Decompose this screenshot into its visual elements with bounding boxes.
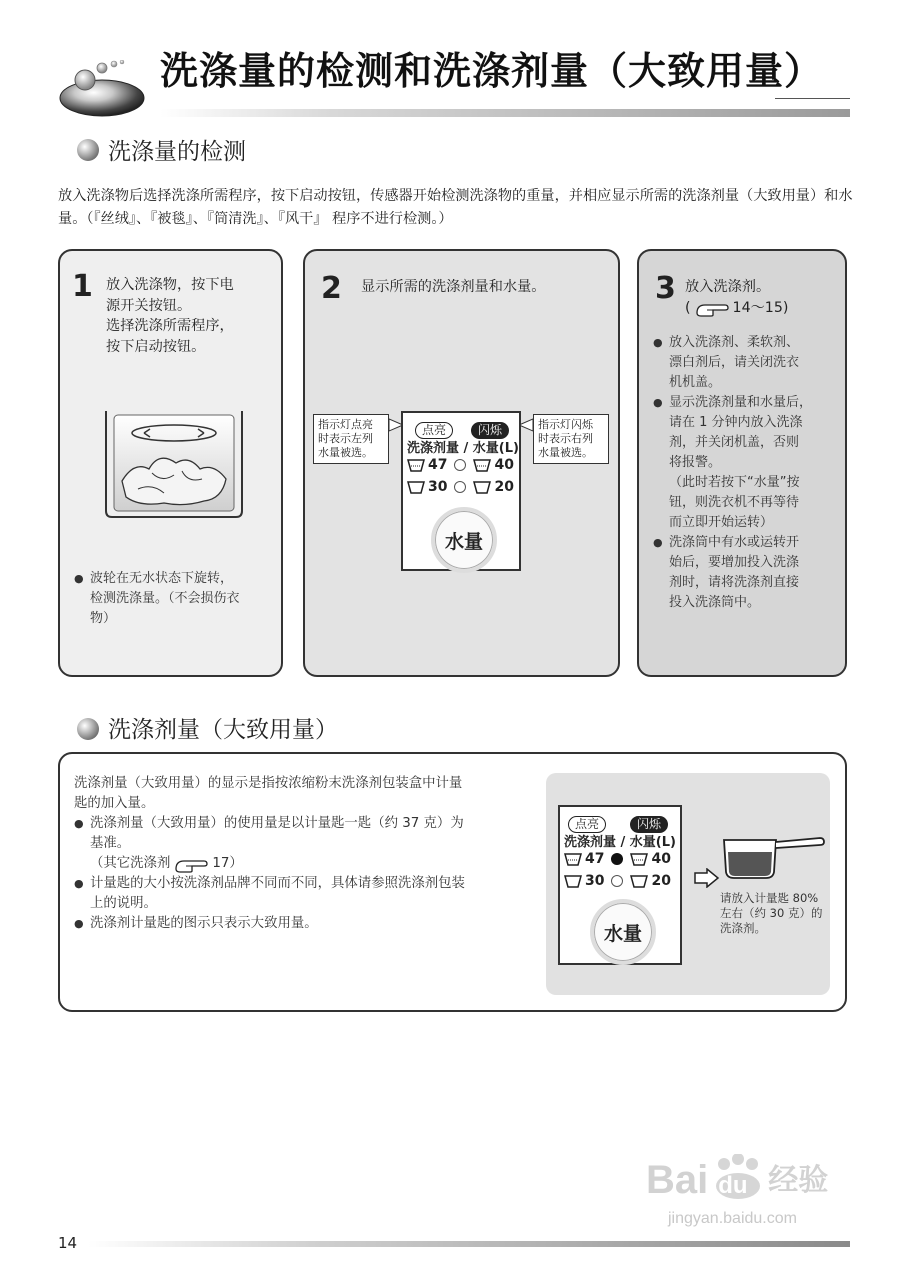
footer-rule: [88, 1241, 850, 1247]
step3-number: 3: [655, 271, 676, 306]
indicator-lamp-off: [454, 481, 466, 493]
ref-pages: 14～15): [732, 300, 789, 316]
det-line: 匙的加入量。: [74, 796, 155, 811]
lit-indicator-label: 点亮: [568, 816, 606, 833]
note-line: 始后，要增加投入洗涤: [669, 555, 800, 570]
step1-line: 按下启动按钮。: [106, 338, 206, 355]
measuring-spoon-icon: [720, 832, 826, 884]
scoop-icon: [473, 480, 491, 494]
lit-indicator-label: 点亮: [415, 422, 453, 439]
title-rule: [160, 109, 850, 117]
det-line: 基准。: [90, 836, 131, 851]
step3-bullet-2: [653, 393, 843, 533]
scoop-icon: [407, 480, 425, 494]
pointing-hand-icon: [174, 855, 208, 873]
display-row-2-values: [407, 479, 514, 495]
callout-line: 水量被选。: [318, 446, 373, 459]
watermark-du: du: [718, 1172, 748, 1199]
scoop-icon: [630, 874, 648, 888]
step3-bullet-3: [653, 533, 843, 613]
row2-left-value: 30: [428, 479, 448, 495]
paw-icon: [710, 1154, 766, 1200]
watermark-brand: Bai: [646, 1158, 709, 1202]
step1-line: 放入洗涤物，按下电: [106, 277, 234, 293]
callout-lit: [313, 414, 389, 464]
row1-right-value: 40: [651, 851, 671, 867]
callout-line: 指示灯闪烁: [538, 418, 593, 431]
title-underline: [775, 98, 850, 99]
step1-note-bullet: [74, 569, 274, 629]
spoon-note-line: 洗涤剂。: [720, 921, 766, 935]
note-line: 钮，则洗衣机不再等待: [669, 495, 800, 510]
note-line: 机机盖。: [669, 375, 722, 390]
spoon-note-line: 左右（约 30 克）的: [720, 906, 823, 920]
arrow-right-icon: [694, 868, 720, 888]
page-title: 洗涤量的检测和洗涤剂量（大致用量）: [160, 49, 824, 93]
display-row-2-values: [564, 873, 671, 889]
control-display-panel: [401, 411, 521, 571]
callout-line: 时表示左列: [318, 432, 373, 445]
scoop-icon: [564, 852, 582, 866]
note-line: ● 显示洗涤剂量和水量后，: [669, 395, 813, 410]
water-level-button[interactable]: 水量: [590, 899, 656, 965]
row2-right-value: 20: [494, 479, 514, 495]
blink-indicator-label: 闪烁: [630, 816, 668, 833]
note-line: 而立即开始运转）: [669, 515, 774, 530]
display-row-1-values: [407, 457, 514, 473]
water-level-button[interactable]: 水量: [431, 507, 497, 573]
display-label: 洗涤剂量 / 水量(L): [407, 441, 519, 456]
section-heading-detection: 洗涤量的检测: [108, 139, 246, 165]
indicator-lamp-on: [611, 853, 623, 865]
det-bullet-1: [74, 814, 534, 874]
step1-text: [106, 275, 276, 357]
step2-text: 显示所需的洗涤剂量和水量。: [361, 279, 546, 295]
scoop-icon: [630, 852, 648, 866]
note-line: 投入洗涤筒中。: [669, 595, 761, 610]
section-bullet-icon: [77, 718, 99, 740]
spoon-note: [720, 891, 830, 936]
note-line: 将报警。: [669, 455, 722, 470]
step3-bullet-1: [653, 333, 843, 393]
callout-line: 水量被选。: [538, 446, 593, 459]
det-line: 洗涤剂量（大致用量）的显示是指按浓缩粉末洗涤剂包装盒中计量: [74, 776, 463, 791]
scoop-icon: [407, 458, 425, 472]
section-heading-detergent: 洗涤剂量（大致用量）: [108, 717, 338, 743]
step2-panel: [303, 249, 620, 677]
baidu-watermark: [646, 1154, 828, 1200]
step3-title: 放入洗涤剂。: [685, 279, 771, 295]
section-bullet-icon: [77, 139, 99, 161]
row2-left-value: 30: [585, 873, 605, 889]
det-line: ● 洗涤剂量（大致用量）的使用量是以计量匙一匙（约 37 克）为: [90, 816, 464, 831]
callout-blink: [533, 414, 609, 464]
scoop-icon: [473, 458, 491, 472]
display-label: 洗涤剂量 / 水量(L): [564, 835, 676, 850]
row2-right-value: 20: [651, 873, 671, 889]
step1-number: 1: [72, 269, 93, 304]
other-detergent-ref: [90, 854, 534, 874]
det-bullet-3: [74, 914, 534, 934]
step3-notes: [653, 333, 843, 613]
blink-indicator-label: 闪烁: [471, 422, 509, 439]
step3-ref: [685, 298, 788, 319]
indicator-lamp-off: [454, 459, 466, 471]
note-line: ● 波轮在无水状态下旋转，: [90, 571, 234, 586]
step1-panel: [58, 249, 283, 677]
scoop-icon: [564, 874, 582, 888]
control-display-panel-2: [558, 805, 682, 965]
note-line: ● 洗涤筒中有水或运转开: [669, 535, 800, 550]
step1-note: [74, 569, 274, 629]
note-line: 检测洗涤量。（不会损伤衣: [90, 591, 240, 606]
indicator-lamp-off: [611, 875, 623, 887]
row1-right-value: 40: [494, 457, 514, 473]
note-line: 物）: [90, 611, 117, 626]
ref-paren: (: [685, 300, 691, 316]
detergent-text: [74, 774, 534, 934]
section-intro: 放入洗涤物后选择洗涤所需程序，按下启动按钮，传感器开始检测洗涤物的重量，并相应显示所需的洗涤剂量（大致用量）和水量。（『丝绒』、『被毯』、『筒清洗』、『风干』 程序不进行检测。）: [58, 188, 853, 227]
det-line: 上的说明。: [90, 896, 157, 911]
note-line: 剂，并关闭机盖，否则: [669, 435, 800, 450]
page-number: 14: [58, 1234, 78, 1252]
header-logo-icon: [58, 60, 150, 116]
display-row-1-values: [564, 851, 671, 867]
note-line: 请在 1 分钟内放入洗涤: [669, 415, 803, 430]
pointing-hand-icon: [695, 299, 729, 317]
callout-line: 时表示右列: [538, 432, 593, 445]
row1-left-value: 47: [585, 851, 605, 867]
spoon-note-line: 请放入计量匙 80%: [720, 891, 819, 905]
step1-line: 源开关按钮。: [106, 297, 192, 314]
step1-line: 选择洗涤所需程序，: [106, 318, 234, 334]
det-line: 17）: [212, 856, 243, 871]
watermark-url: jingyan.baidu.com: [668, 1210, 797, 1227]
watermark-cn: 经验: [768, 1164, 829, 1197]
row1-left-value: 47: [428, 457, 448, 473]
det-line: ● 洗涤剂计量匙的图示只表示大致用量。: [90, 916, 318, 931]
note-line: 剂时，请将洗涤剂直接: [669, 575, 800, 590]
note-line: 漂白剂后，请关闭洗衣: [669, 355, 800, 370]
note-line: ● 放入洗涤剂、柔软剂、: [669, 335, 800, 350]
callout-line: 指示灯点亮: [318, 418, 373, 431]
det-line: ● 计量匙的大小按洗涤剂品牌不同而不同，具体请参照洗涤剂包装: [90, 876, 465, 891]
det-bullet-2: [74, 874, 534, 914]
det-line: （其它洗涤剂: [90, 856, 171, 871]
step3-panel: [637, 249, 847, 677]
washer-tub-illustration: [104, 411, 244, 525]
step2-number: 2: [321, 271, 342, 306]
note-line: （此时若按下“水量”按: [669, 475, 800, 490]
